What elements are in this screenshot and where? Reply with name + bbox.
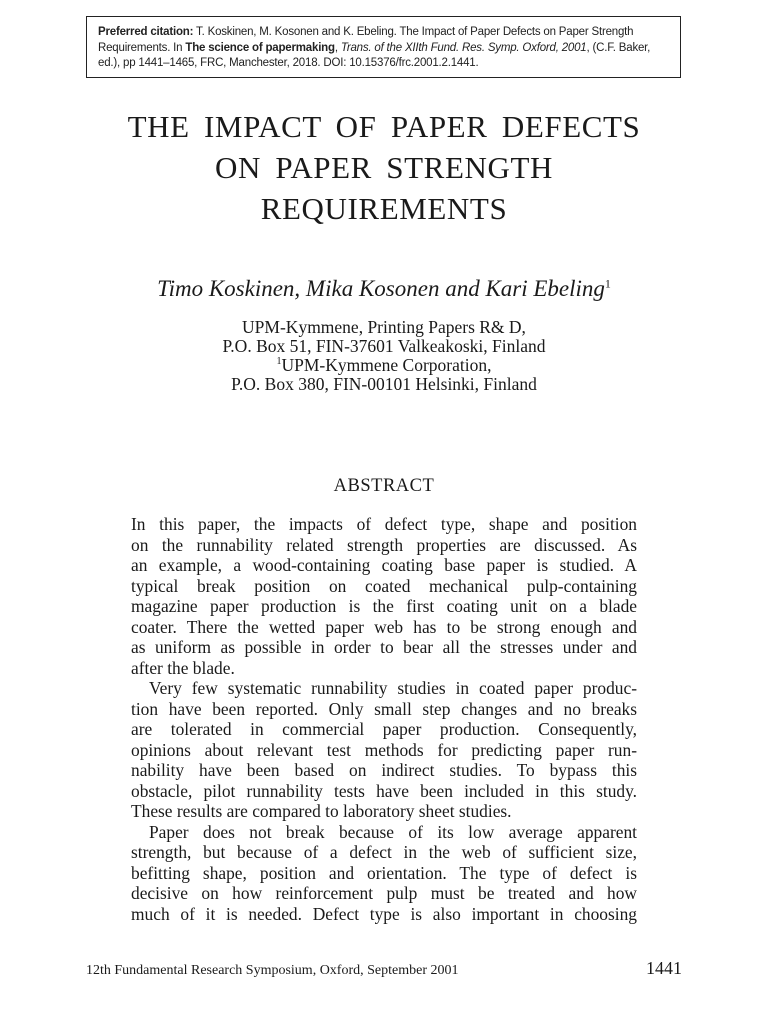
abstract-line: are tolerated in commercial paper production. Consequently, [131, 719, 637, 739]
citation-series: Trans. of the XIIth Fund. Res. Symp. Oxford, 2001 [340, 41, 587, 54]
abstract-heading: ABSTRACT [333, 476, 435, 496]
author-list [0, 274, 768, 304]
abstract-body [131, 514, 637, 924]
affiliation-mark: 1 [276, 356, 282, 368]
abstract-line: much of it is needed. Defect type is also important in choosing [131, 903, 637, 924]
citation-text: T. Koskinen, M. Kosonen and K. Ebeling. The Impact of Paper Defects on Paper Strength Requirements. In [98, 26, 634, 54]
author-affiliation-mark: 1 [604, 276, 611, 291]
abstract-line: magazine paper production is the first coating unit on a blade [131, 596, 637, 616]
abstract-line: Paper does not break because of its low average apparent [149, 821, 637, 842]
abstract-line: nability have been based on indirect studies. To bypass this [131, 760, 637, 780]
preferred-citation-box: Preferred citation: T. Koskinen, M. Kosonen and K. Ebeling. The Impact of Paper Defects on Paper Strength Requirements. In The science of papermaking, Trans. of the XIIth Fund. Res. Symp. Oxford, 2001, (C.F. Baker, ed.), pp 1441–1465, FRC, Manchester, 2018. DOI: 10.15376/frc.2001.2.1441. [86, 16, 681, 78]
citation-label: Preferred citation: [98, 26, 194, 38]
title-line: ON PAPER STRENGTH [215, 150, 553, 185]
paper-title [60, 106, 708, 229]
abstract-line: Very few systematic runnability studies in coated paper produc- [149, 678, 637, 698]
abstract-line: after the blade. [131, 657, 235, 678]
conference-footer: 12th Fundamental Research Symposium, Oxford, September 2001 [86, 963, 459, 978]
abstract-line: befitting shape, position and orientation. The type of defect is [131, 862, 637, 883]
affiliation-block [0, 318, 768, 394]
abstract-line: obstacle, pilot runnability tests have been included in this study. [131, 780, 637, 801]
abstract-line: typical break position on coated mechanical pulp-containing [131, 575, 637, 596]
abstract-line: strength, but because of a defect in the web of sufficient size, [131, 842, 637, 862]
author-names: Timo Koskinen, Mika Kosonen and Kari Ebeling [157, 276, 605, 301]
abstract-line: as uniform as possible in order to bear all the stresses under and [131, 637, 637, 657]
page-number: 1441 [646, 958, 682, 978]
abstract-line: coater. There the wetted paper web has to be strong enough and [131, 616, 637, 637]
abstract-line: opinions about relevant test methods for predicting paper run- [131, 739, 637, 760]
abstract-line: decisive on how reinforcement pulp must be treated and how [131, 883, 637, 903]
citation-details: , (C.F. Baker, ed.), pp 1441–1465, FRC, Manchester, 2018. DOI: 10.15376/frc.2001.2.1441. [98, 41, 651, 69]
title-line: THE IMPACT OF PAPER DEFECTS [127, 109, 641, 144]
affiliation-line: $^1$UPM-Kymmene Corporation, [276, 355, 492, 375]
affiliation-line: P.O. Box 380, FIN-00101 Helsinki, Finland [231, 374, 537, 394]
abstract-line: on the runnability related strength properties are discussed. As [131, 534, 637, 555]
abstract-line: These results are compared to laboratory sheet studies. [131, 801, 512, 821]
abstract-line: In this paper, the impacts of defect type, shape and position [131, 514, 637, 534]
affiliation-line: UPM-Kymmene, Printing Papers R& D, [242, 317, 526, 337]
title-line: REQUIREMENTS [260, 191, 508, 226]
affiliation-line: P.O. Box 51, FIN-37601 Valkeakoski, Finland [222, 336, 546, 356]
abstract-line: tion have been reported. Only small step changes and no breaks [131, 698, 637, 719]
abstract-line: an example, a wood-containing coating base paper is studied. A [131, 555, 637, 575]
citation-book-title: The science of papermaking [185, 41, 335, 54]
